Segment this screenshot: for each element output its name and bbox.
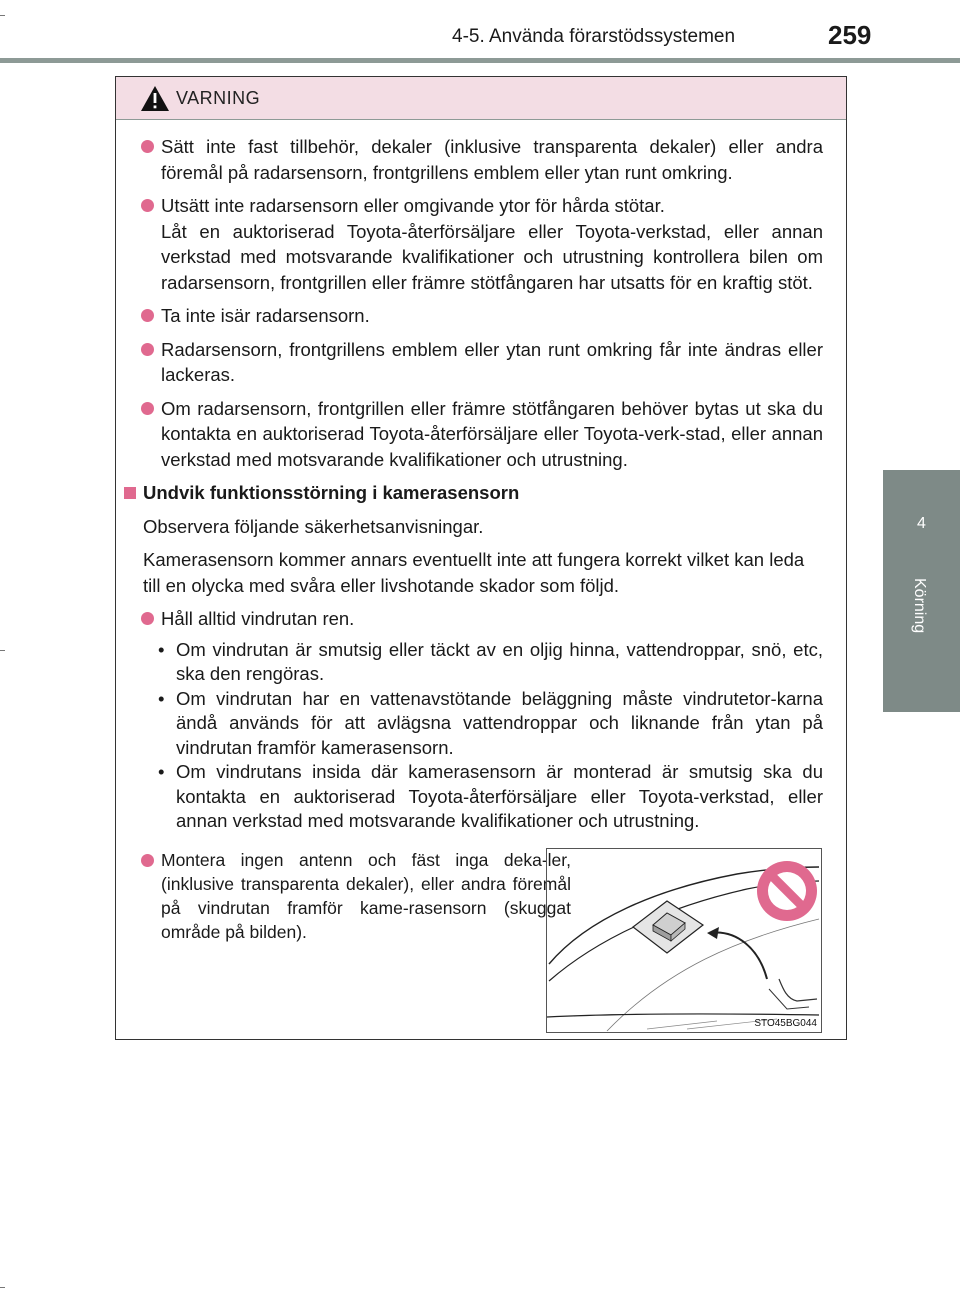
windshield-camera-figure	[546, 848, 822, 1033]
chapter-label: Körning	[911, 578, 928, 634]
chapter-tab	[883, 470, 960, 712]
warning-header	[116, 77, 846, 120]
figure-code: STO45BG044	[754, 1017, 817, 1029]
bullet-icon	[141, 854, 154, 867]
dot-mark: •	[158, 761, 165, 782]
bullet-icon	[141, 402, 154, 415]
bullet-icon	[141, 343, 154, 356]
heading-text: Undvik funktionsstörning i kamerasensorn	[143, 482, 520, 503]
dot-mark: •	[158, 638, 165, 660]
list-item	[116, 396, 846, 473]
header-rule	[0, 58, 960, 63]
item-text: Om radarsensorn, frontgrillen eller främre stötfångaren behöver bytas ut ska du kontakta en auktoriserad Toyota-återförsäljare eller Toyota-verk-stad, eller annan verkstad med motsvarande kvalifikationer och utrustning.	[161, 397, 823, 470]
item-text-extra: Låt en auktoriserad Toyota-återförsäljare eller Toyota-verkstad, eller annan verkstad med motsvarande kvalifikationer och utrustning kontrollera bilen om radarsensorn, frontgrillen eller främre stötfångaren har utsatts för en kraftig stöt.	[161, 220, 823, 293]
item-text: Utsätt inte radarsensorn eller omgivande ytor för hårda stötar.	[161, 195, 665, 216]
bullet-icon	[141, 309, 154, 322]
item-text: Montera ingen antenn och fäst inga deka-ler, (inklusive transparenta dekaler), eller andra föremål på vindrutan framför kame-rasensorn (skuggat område på bilden).	[161, 849, 571, 942]
sub-item-text: Om vindrutan är smutsig eller täckt av en oljig hinna, vattendroppar, snö, etc, ska den rengöras.	[176, 638, 823, 684]
list-item	[116, 606, 846, 632]
bullet-icon	[141, 140, 154, 153]
square-bullet-icon	[124, 487, 136, 499]
list-item	[116, 337, 846, 388]
bullet-icon	[141, 199, 154, 212]
paragraph: Observera följande säkerhetsanvisningar.	[143, 515, 484, 537]
warning-box	[115, 76, 847, 1040]
sub-item-text: Om vindrutans insida där kamerasensorn är monterad är smutsig ska du kontakta en auktoriserad Toyota-återförsäljare eller Toyota-verkstad, eller annan verkstad med motsvarande kvalifikationer och utrustning.	[176, 761, 823, 831]
page-number: 259	[828, 20, 872, 50]
sub-list-item	[154, 760, 823, 834]
item-text: Ta inte isär radarsensorn.	[161, 305, 370, 326]
warning-content	[116, 134, 846, 1038]
crop-mark	[0, 1287, 5, 1288]
paragraph: Kamerasensorn kommer annars eventuellt inte att fungera korrekt vilket kan leda till en olycka med svåra eller livshotande skador som följd.	[143, 549, 805, 596]
list-item	[116, 134, 846, 185]
sub-item-text: Om vindrutan har en vattenavstötande beläggning måste vindrutetor-karna ändå används för att avlägsna vattendroppar och liknande från ytan på vindrutan framför kamerasensorn.	[176, 687, 823, 758]
section-heading	[116, 480, 846, 506]
page-header	[0, 0, 960, 58]
list-item	[116, 303, 846, 329]
section-title: 4-5. Använda förarstödssystemen	[452, 26, 736, 47]
item-text: Håll alltid vindrutan ren.	[161, 608, 355, 629]
sub-list-item	[154, 687, 823, 761]
sub-list	[116, 638, 846, 834]
item-text: Sätt inte fast tillbehör, dekaler (inklusive transparenta dekaler) eller andra föremål på radarsensorn, frontgrillens emblem eller ytan runt omkring.	[161, 136, 823, 183]
warning-triangle-icon	[140, 85, 170, 112]
camera-row	[116, 848, 846, 1038]
chapter-number: 4	[917, 515, 926, 532]
list-item	[116, 848, 571, 944]
list-item	[116, 193, 846, 295]
dot-mark: •	[158, 687, 165, 709]
warning-title: VARNING	[176, 88, 261, 108]
item-text: Radarsensorn, frontgrillens emblem eller ytan runt omkring får inte ändras eller lackeras.	[161, 338, 823, 385]
windshield-illustration	[547, 849, 821, 1032]
crop-mark	[0, 650, 5, 651]
sub-list-item	[154, 638, 823, 687]
bullet-icon	[141, 612, 154, 625]
